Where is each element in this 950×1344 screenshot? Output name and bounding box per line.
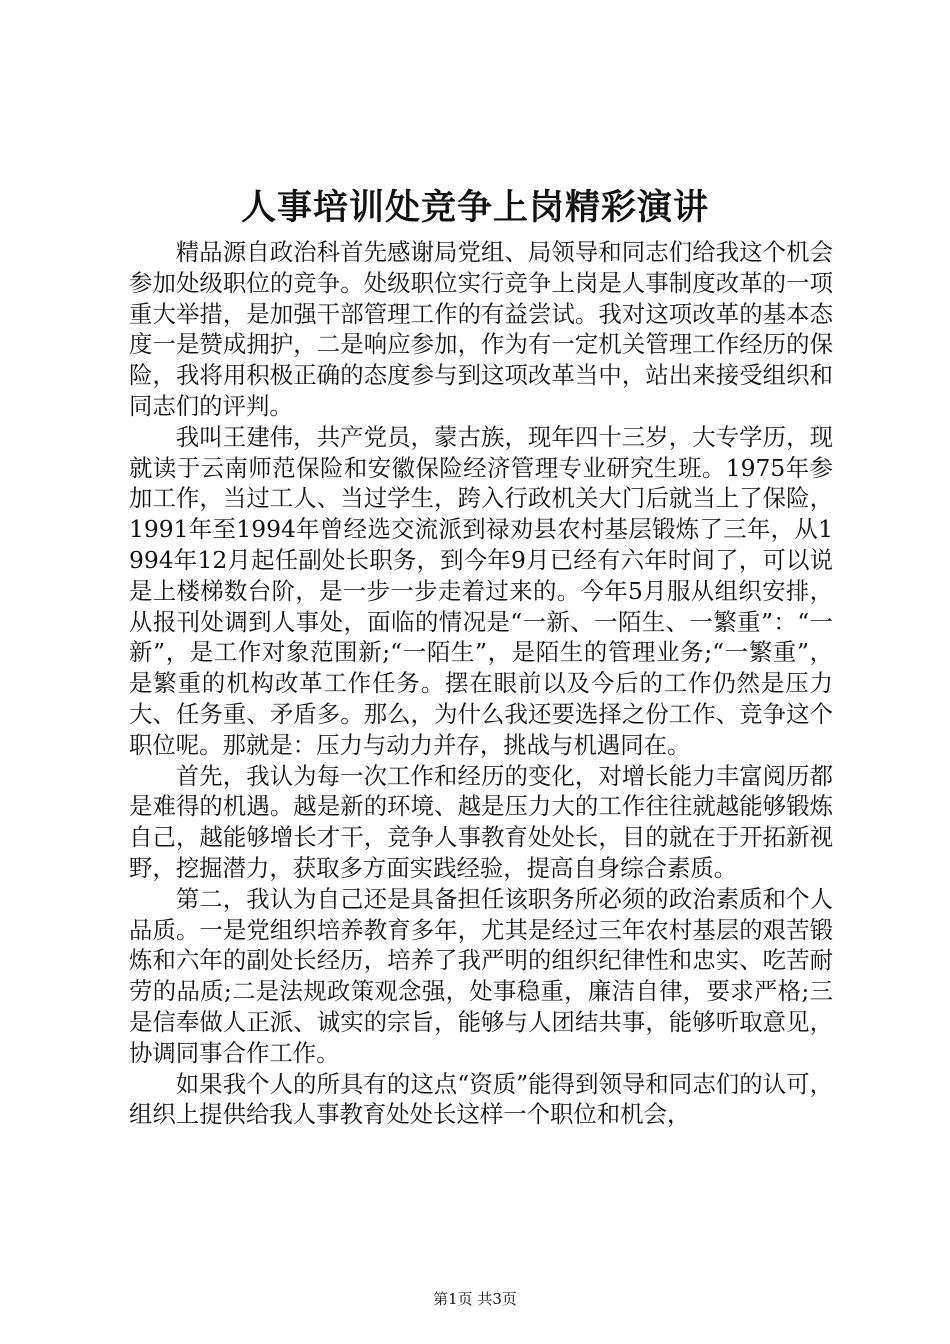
document-title: 人事培训处竞争上岗精彩演讲 — [240, 188, 709, 228]
paragraph: 精品源自政治科首先感谢局党组、局领导和同志们给我这个机会参加处级职位的竞争。处级职位实行竞争上岗是人事制度改革的一项重大举措，是加强干部管理工作的有益尝试。我对这项改革的基本态度一是赞成拥护，二是响应参加，作为有一定机关管理工作经历的保险，我将用积极正确的态度参与到这项改革当中，站出来接受组织和同志们的评判。 — [129, 238, 833, 420]
paragraph: 第二，我认为自己还是具备担任该职务所必须的政治素质和个人品质。一是党组织培养教育多年，尤其是经过三年农村基层的艰苦锻炼和六年的副处长经历，培养了我严明的组织纪律性和忠实、吃苦耐劳的品质;二是法规政策观念强，处事稳重，廉洁自律，要求严格;三是信奉做人正派、诚实的宗旨，能够与人团结共事，能够听取意见，协调同事合作工作。 — [129, 884, 833, 1067]
paragraph: 如果我个人的所具有的这点“资质”能得到领导和同志们的认可，组织上提供给我人事教育处处长这样一个职位和机会， — [129, 1069, 833, 1129]
page-number-footer: 第1页 共3页 — [433, 1290, 517, 1308]
paragraph: 首先，我认为每一次工作和经历的变化，对增长能力丰富阅历都是难得的机遇。越是新的环境、越是压力大的工作往往就越能够锻炼自己，越能够增长才干，竞争人事教育处处长，目的就在于开拓新视野，挖掘潜力，获取多方面实践经验，提高自身综合素质。 — [129, 761, 833, 882]
document-body — [129, 237, 833, 1130]
paragraph: 我叫王建伟，共产党员，蒙古族，现年四十三岁，大专学历，现就读于云南师范保险和安徽保险经济管理专业研究生班。1975年参加工作，当过工人、当过学生，跨入行政机关大门后就当上了保险，1991年至1994年曾经选交流派到禄劝县农村基层锻炼了三年，从1994年12月起任副处长职务，到今年9月已经有六年时间了，可以说是上楼梯数台阶，是一步一步走着过来的。今年5月服从组织安排，从报刊处调到人事处，面临的情况是“一新、一陌生、一繁重”：“一新”，是工作对象范围新;“一陌生”，是陌生的管理业务;“一繁重”，是繁重的机构改革工作任务。摆在眼前以及今后的工作仍然是压力大、任务重、矛盾多。那么，为什么我还要选择之份工作、竞争这个职位呢。那就是：压力与动力并存，挑战与机遇同在。 — [129, 422, 833, 759]
